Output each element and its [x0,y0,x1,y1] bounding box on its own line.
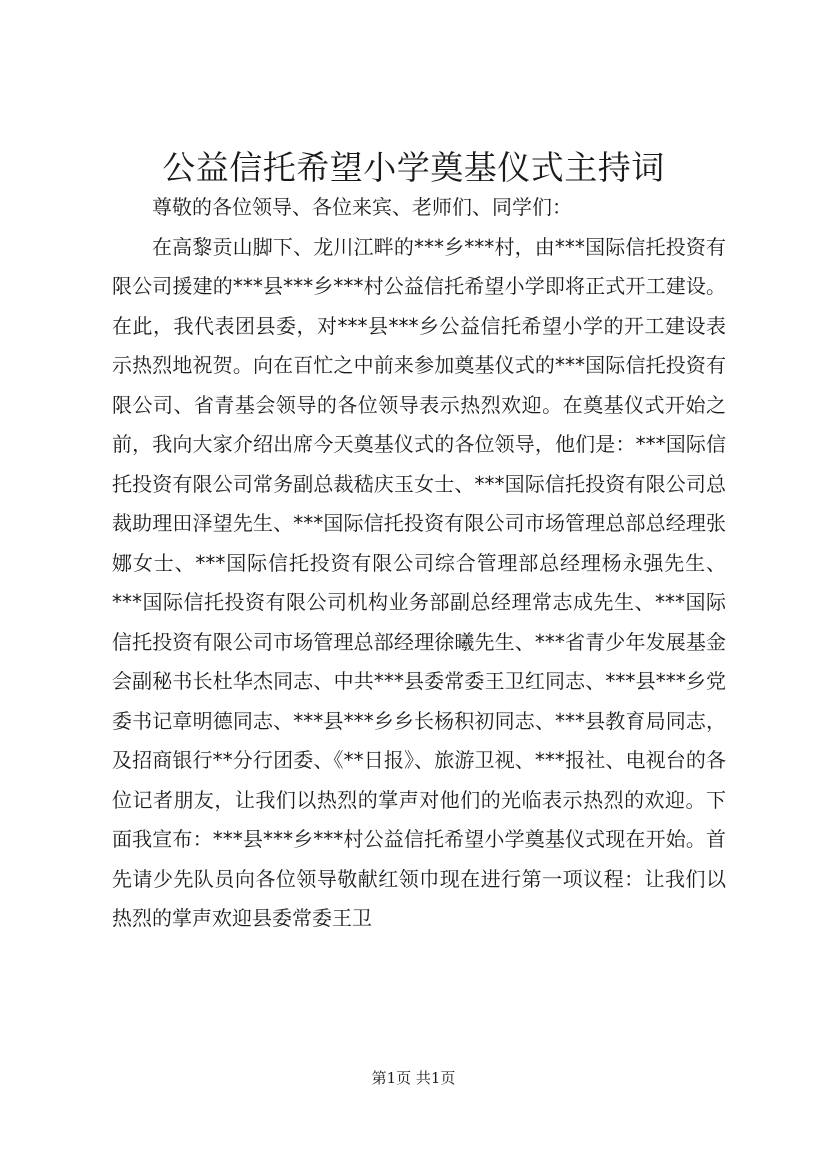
salutation-paragraph: 尊敬的各位领导、各位来宾、老师们、同学们： [152,195,572,219]
document-title: 公益信托希望小学奠基仪式主持词 [162,148,665,187]
page-footer: 第1页 共1页 [371,1069,456,1087]
document-body [112,188,726,939]
body-paragraph: 在高黎贡山脚下、龙川江畔的***乡***村，由***国际信托投资有限公司援建的***县***乡***村公益信托希望小学即将正式开工建设。在此，我代表团县委，对***县***乡公益信托希望小学的开工建设表示热烈地祝贺。向在百忙之中前来参加奠基仪式的***国际信托投资有限公司、省青基会领导的各位领导表示热烈欢迎。在奠基仪式开始之前，我向大家介绍出席今天奠基仪式的各位领导，他们是：***国际信托投资有限公司常务副总裁嵇庆玉女士、***国际信托投资有限公司总裁助理田泽望先生、***国际信托投资有限公司市场管理总部总经理张娜女士、***国际信托投资有限公司综合管理部总经理杨永强先生、***国际信托投资有限公司机构业务部副总经理常志成先生、***国际信托投资有限公司市场管理总部经理徐曦先生、***省青少年发展基金会副秘书长杜华杰同志、中共***县委常委王卫红同志、***县***乡党委书记章明德同志、***县***乡乡长杨积初同志、***县教育局同志，及招商银行**分行团委、《**日报》、旅游卫视、***报社、电视台的各位记者朋友，让我们以热烈的掌声对他们的光临表示热烈的欢迎。下面我宣布：***县***乡***村公益信托希望小学奠基仪式现在开始。首先请少先队员向各位领导敬献红领巾现在进行第一项议程：让我们以热烈的掌声欢迎县委常委王卫 [112,234,726,930]
